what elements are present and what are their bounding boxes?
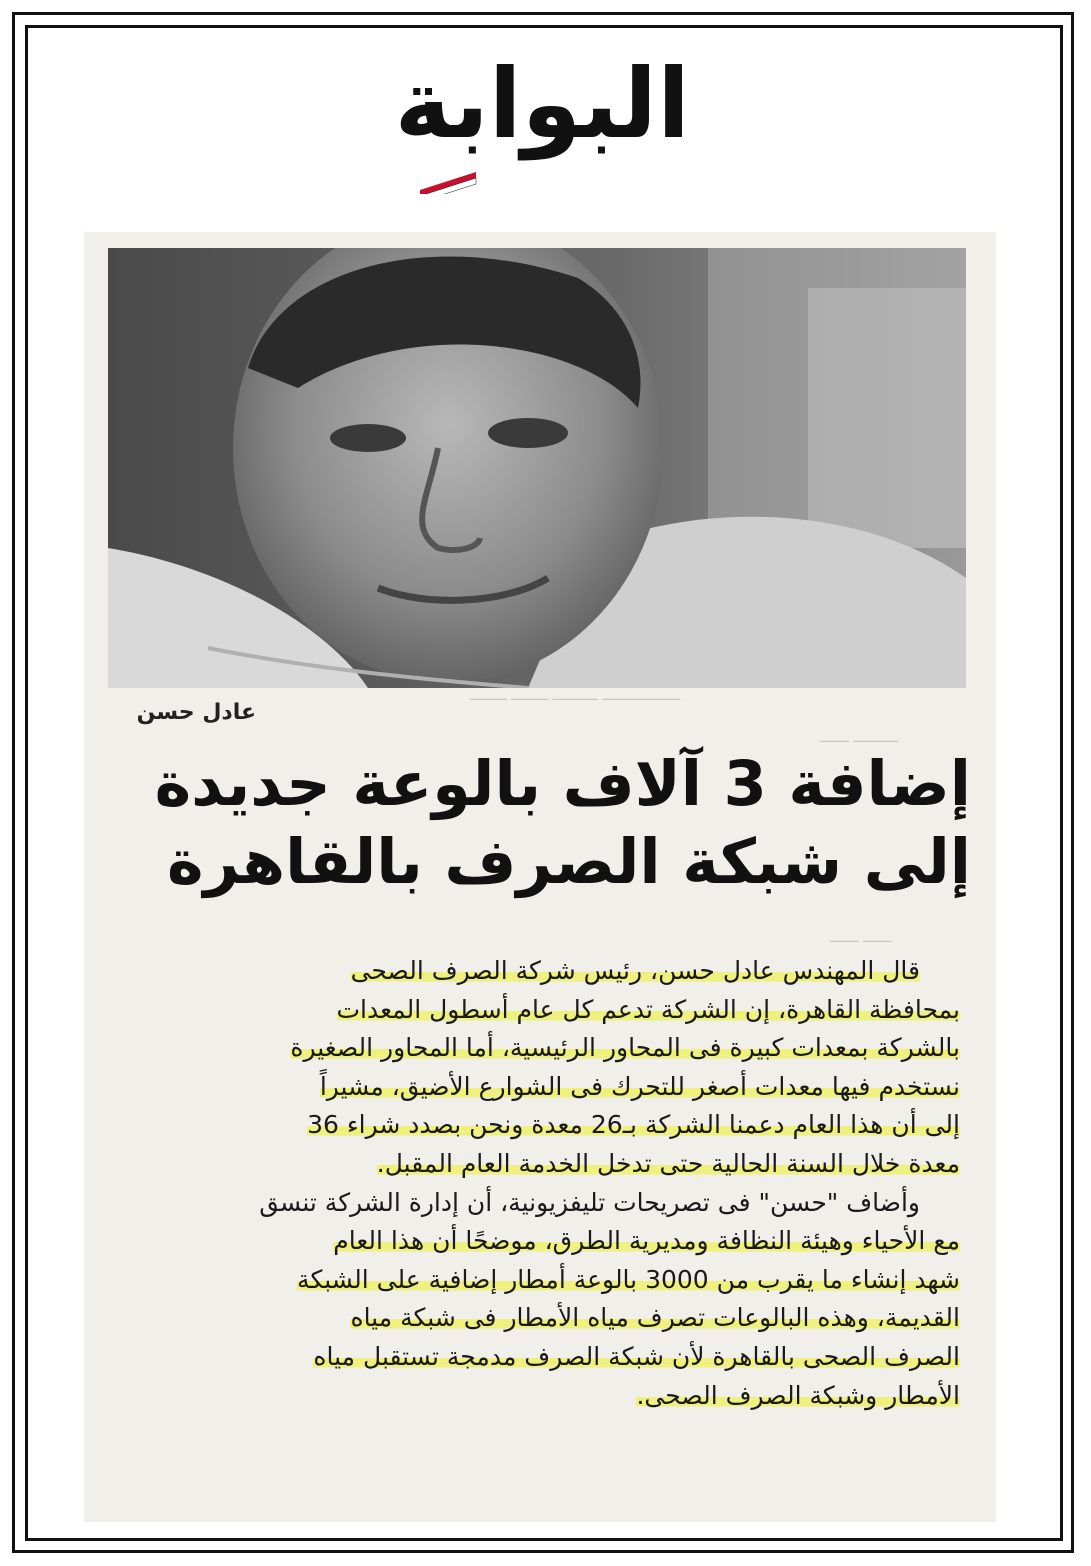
- body-line: معدة خلال السنة الحالية حتى تدخل الخدمة العام المقبل.: [376, 1148, 960, 1178]
- body-line: إلى أن هذا العام دعمنا الشركة بـ26 معدة ونحن بصدد شراء 36: [307, 1110, 960, 1140]
- bleed-through-text: ـــــــ ـــــــ: [830, 930, 892, 946]
- body-line: وأضاف "حسن" فى تصريحات تليفزيونية، أن إدارة الشركة تنسق: [259, 1187, 920, 1217]
- article-body: [98, 952, 960, 1415]
- body-line: القديمة، وهذه البالوعات تصرف مياه الأمطار فى شبكة مياه: [350, 1303, 960, 1333]
- bleed-through-text: ـــــــــــ ـــــــ: [820, 730, 899, 746]
- portrait-photo: [108, 248, 966, 688]
- body-line: قال المهندس عادل حسن، رئيس شركة الصرف الصحى: [350, 956, 920, 985]
- body-line: بالشركة بمعدات كبيرة فى المحاور الرئيسية، أما المحاور الصغيرة: [290, 1033, 960, 1063]
- masthead-logo: [394, 48, 690, 200]
- headline-line: إضافة 3 آلاف بالوعة جديدة: [154, 747, 971, 820]
- flag-icon: [418, 168, 478, 194]
- bleed-through-text: ـــــــــــــــــــ ـــــــــــ ـــــــــ ـــــــــ: [470, 688, 681, 704]
- portrait-illustration: [108, 248, 966, 688]
- masthead-title: البوابة: [394, 48, 690, 160]
- article-author: عادل حسن: [136, 700, 256, 725]
- body-line: بمحافظة القاهرة، إن الشركة تدعم كل عام أسطول المعدات: [336, 994, 960, 1024]
- body-line: مع الأحياء وهيئة النظافة ومديرية الطرق، موضحًا أن هذا العام: [333, 1226, 960, 1256]
- body-line: الأمطار وشبكة الصرف الصحى.: [636, 1380, 960, 1410]
- article-headline: [151, 745, 971, 901]
- headline-line: إلى شبكة الصرف بالقاهرة: [166, 825, 971, 898]
- body-line: نستخدم فيها معدات أصغر للتحرك فى الشوارع الأضيق، مشيراً: [319, 1071, 960, 1101]
- body-line: شهد إنشاء ما يقرب من 3000 بالوعة أمطار إضافية على الشبكة: [297, 1264, 960, 1294]
- body-line: الصرف الصحى بالقاهرة لأن شبكة الصرف مدمجة تستقبل مياه: [313, 1341, 960, 1371]
